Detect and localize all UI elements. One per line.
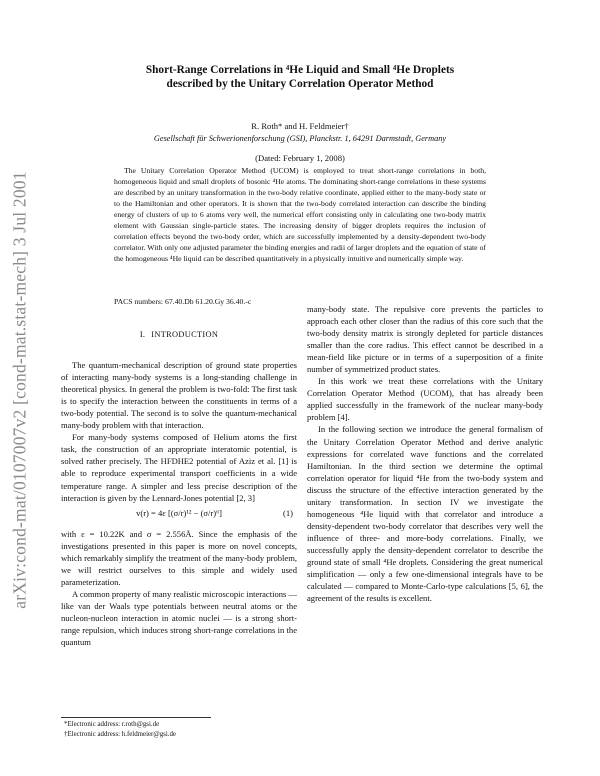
title-line-1: Short-Range Correlations in ⁴He Liquid and Small ⁴He Droplets — [145, 64, 455, 76]
arxiv-sidebar — [6, 110, 34, 670]
right-column — [307, 303, 543, 604]
affiliation: Gesellschaft für Schwerionenforschung (GSI), Planckstr. 1, 64291 Darmstadt, Germany — [153, 134, 447, 143]
right-paragraph-1: many-body state. The repulsive core prevents the particles to approach each other closer than the radius of this core such that the two-body density matrix is strongly depleted for particle distances smaller than the core radius. This effect cannot be described in a mean-field like picture or in terms of a superposition of a finite number of symmetrized product states. — [307, 304, 543, 375]
footnote-2: †Electronic address: h.feldmeier@gsi.de — [64, 730, 176, 738]
intro-paragraph-3: with ε = 10.22K and σ = 2.556Å. Since the emphasis of the investigations presented in this paper is more on novel concepts, which remarkably simplify the treatment of the many-body problem, we will restrict ourselves to this simple and widely used parameterization. — [61, 528, 297, 587]
section-number: I. — [139, 330, 146, 339]
section-heading — [61, 329, 297, 341]
section-title: INTRODUCTION — [151, 330, 219, 339]
title-line-2: described by the Unitary Correlation Operator Method — [166, 78, 434, 90]
footnote-1: *Electronic address: r.roth@gsi.de — [64, 721, 160, 728]
equation-body: v(r) = 4ε [(σ/r)¹² − (σ/r)⁶] — [136, 507, 222, 518]
pacs-numbers: PACS numbers: 67.40.Db 61.20.Gy 36.40.-c — [114, 297, 252, 306]
right-paragraph-3: In the following section we introduce the general formalism of the Unitary Correlation Operator Method and derive analytic expressions for correlated wave functions and the correlated Hamiltonian. In the third section we determine the optimal correlation operator for liquid ⁴He from the two-body system and discuss the structure of the effective interaction generated by the unitary transformation. In section IV we investigate the homogeneous ⁴He liquid with that correlator and introduce a density-dependent two-body correlator that describes very well the influence of three- and more-body correlations. Finally, we successfully apply the density-dependent correlator to describe the ground state of small ⁴He droplets. Considering the great numerical simplification — only a few one-dimensional integrals have to be calculated — compared to Monte-Carlo-type calculations [5, 6], the agreement of the results is excellent. — [307, 424, 543, 604]
arxiv-identifier: arXiv:cond-mat/0107007v2 [cond-mat.stat-mech] 3 Jul 2001 — [9, 171, 30, 609]
equation-number: (1) — [283, 507, 293, 518]
intro-paragraph-1: The quantum-mechanical description of ground state properties of interacting many-body systems is a long-standing challenge in theoretical physics. In general the problem is two-fold: The first task is to specify the interaction between the constituents in terms of a two-body potential. The second is to solve the quantum-mechanical many-body problem with that interaction. — [61, 360, 297, 431]
date-line: (Dated: February 1, 2008) — [255, 153, 345, 163]
abstract: The Unitary Correlation Operator Method (UCOM) is employed to treat short-range correlations in both, homogeneous liquid and small droplets of bosonic ⁴He atoms. The dominating short-range correlations in these systems are described by an unitary transformation in the two-body relative coordinate, applied either to the many-body state or to the Hamiltonian and other operators. It is shown that the two-body correlated interaction can describe the binding energy of clusters of up to 6 atoms very well, the numerical effort consisting only in calculating one two-body matrix element with Gaussian single-particle states. The increasing density of bigger droplets requires the inclusion of correlation effects beyond the two-body order, which are successfully implemented by a density-dependent two-body correlator. With only one adjusted parameter the binding energies and radii of larger droplets and the equation of state of the homogeneous ⁴He liquid can be described quantitatively in a physically intuitive and numerically simple way. — [114, 166, 486, 263]
footnote-rule — [61, 717, 211, 718]
paper-title — [60, 63, 540, 91]
footnotes — [61, 717, 211, 739]
left-column — [61, 329, 297, 648]
right-paragraph-2: In this work we treat these correlations with the Unitary Correlation Operator Method (UCOM), that has already been applied successfully in the framework of the nuclear many-body problem [4]. — [307, 376, 543, 423]
authors: R. Roth* and H. Feldmeier† — [251, 121, 349, 131]
intro-paragraph-2: For many-body systems composed of Helium atoms the first task, the construction of an appropriate interatomic potential, is solved rather precisely. The HFDHE2 potential of Aziz et al. [1] is able to reproduce experimental transport coefficients in a wide temperature range. A simpler and less precise description of the interaction is given by the Lennard-Jones potential [2, 3] — [61, 432, 297, 503]
intro-paragraph-4: A common property of many realistic microscopic interactions — like van der Waals type potentials between neutral atoms or the nucleon-nucleon interaction in atomic nuclei — is a strong short-range repulsion, which induces strong short-range correlations in the quantum — [61, 588, 298, 648]
equation-1 — [61, 507, 297, 522]
